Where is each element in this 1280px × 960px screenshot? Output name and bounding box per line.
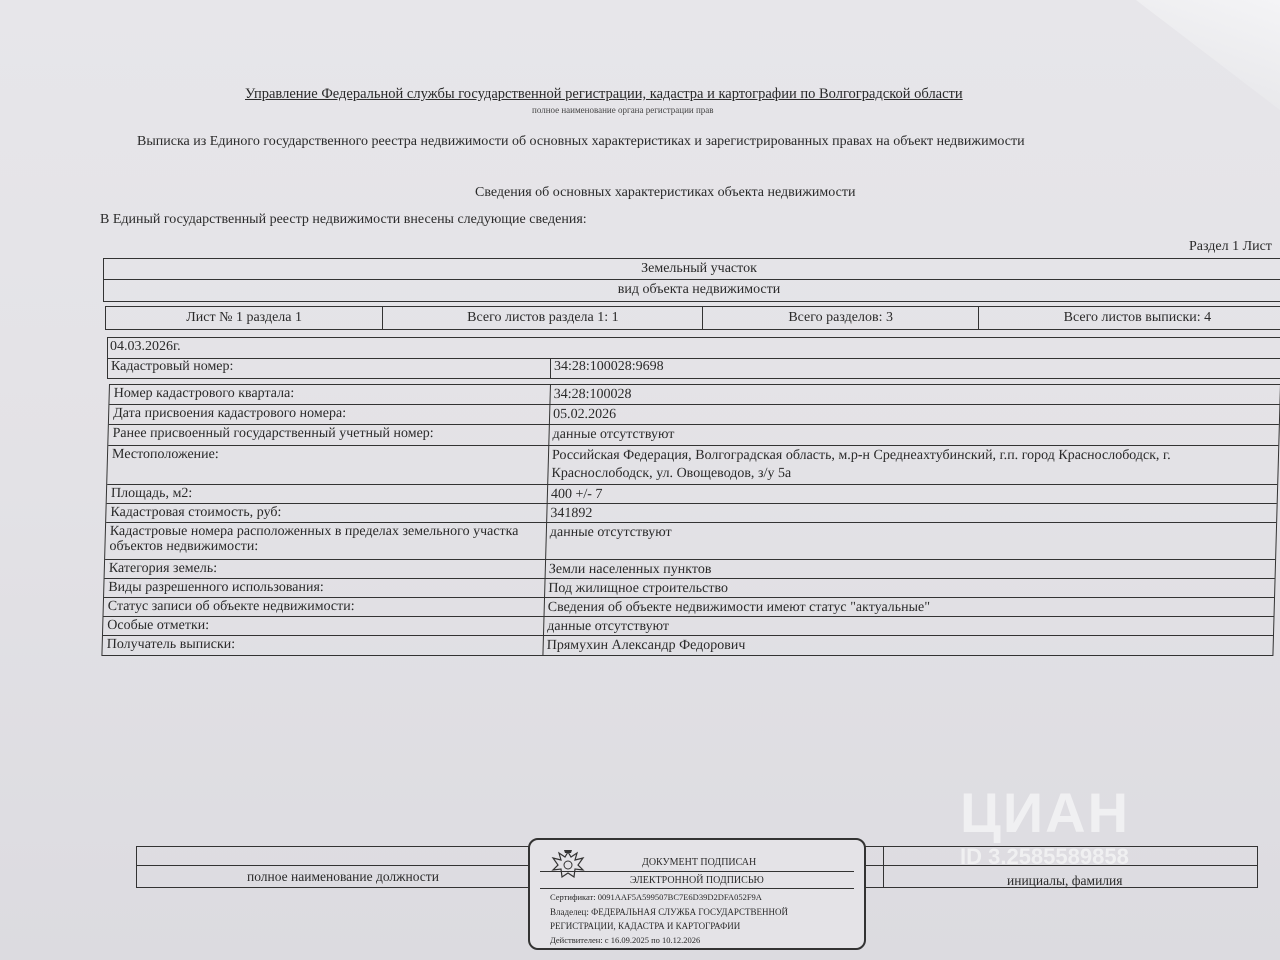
cadastral-value: 34:28:100028:9698	[554, 359, 664, 374]
date-box	[107, 337, 1280, 379]
table-row	[103, 598, 1274, 617]
row-label: Категория земель:	[108, 561, 218, 576]
stamp-signed-text: ДОКУМЕНТ ПОДПИСАН	[642, 857, 757, 868]
row-value: Прямухин Александр Федорович	[546, 638, 746, 653]
sheet-number: Лист № 1 раздела 1	[106, 307, 383, 329]
row-label: Кадастровые номера расположенных в пределах земельного участка объектов недвижимости:	[109, 524, 519, 554]
extract-date: 04.03.2026г.	[110, 339, 181, 354]
row-label: Площадь, м2:	[110, 486, 193, 501]
row-value: 05.02.2026	[552, 407, 617, 422]
stamp-signature-text: ЭЛЕКТРОННОЙ ПОДПИСЬЮ	[630, 875, 764, 886]
object-type: Земельный участок	[104, 259, 1280, 280]
table-row	[102, 636, 1273, 654]
table-row	[106, 504, 1277, 523]
table-row	[109, 405, 1280, 425]
table-row	[107, 446, 1278, 485]
table-row	[105, 523, 1276, 560]
row-label: Получатель выписки:	[106, 637, 236, 652]
sheets-row	[105, 306, 1280, 330]
row-value: данные отсутствуют	[552, 427, 675, 442]
row-label: Статус записи об объекте недвижимости:	[107, 599, 355, 614]
table-row	[108, 425, 1279, 446]
row-value: 341892	[550, 506, 593, 521]
stamp-owner-cont: РЕГИСТРАЦИИ, КАДАСТРА И КАРТОГРАФИИ	[550, 921, 741, 931]
initials-label: инициалы, фамилия	[1007, 873, 1123, 888]
row-label: Особые отметки:	[107, 618, 210, 633]
table-row	[104, 579, 1275, 598]
divider	[550, 359, 551, 379]
cadastral-row	[108, 358, 1280, 379]
row-value: Под жилищное строительство	[548, 581, 729, 596]
row-value: Российская Федерация, Волгоградская область, м.р-н Среднеахтубинский, г.п. город Краснослободск, г. Краснослободск, ул. Овощеводов, з/у 5а	[551, 448, 1171, 481]
object-type-box	[103, 258, 1280, 302]
row-label: Ранее присвоенный государственный учетный номер:	[112, 426, 434, 441]
watermark-id: ID 3.2585589858	[960, 844, 1129, 869]
row-label: Дата присвоения кадастрового номера:	[112, 406, 347, 421]
cadastral-label: Кадастровый номер:	[111, 359, 234, 374]
e-signature-stamp	[528, 838, 866, 950]
row-label: Кадастровая стоимость, руб:	[110, 505, 282, 520]
table-row	[107, 485, 1278, 504]
stamp-certificate: Сертификат: 0091AAF5A599507BC7E6D39D2DFA052F9A	[550, 892, 762, 902]
agency-caption: полное наименование органа регистрации прав	[532, 105, 714, 115]
row-value: 34:28:100028	[553, 387, 632, 402]
total-section-sheets: Всего листов раздела 1: 1	[383, 307, 703, 329]
row-value: данные отсутствуют	[547, 619, 670, 634]
stamp-validity: Действителен: с 16.09.2025 по 10.12.2026	[550, 935, 701, 945]
total-sections: Всего разделов: 3	[703, 307, 978, 329]
stamp-owner: Владелец: ФЕДЕРАЛЬНАЯ СЛУЖБА ГОСУДАРСТВЕННОЙ	[550, 907, 789, 917]
table-row	[109, 385, 1280, 405]
characteristics-table	[101, 384, 1280, 656]
watermark-brand: ЦИАН	[960, 781, 1131, 844]
info-title: Сведения об основных характеристиках объекта недвижимости	[475, 185, 856, 200]
table-row	[103, 617, 1274, 636]
row-label: Виды разрешенного использования:	[108, 580, 325, 595]
position-label: полное наименование должности	[247, 869, 439, 884]
row-label: Номер кадастрового квартала:	[113, 386, 295, 401]
section-label: Раздел 1 Лист	[1189, 239, 1272, 254]
table-row	[105, 560, 1276, 579]
intro-text: В Единый государственный реестр недвижимости внесены следующие сведения:	[100, 212, 587, 227]
object-type-caption: вид объекта недвижимости	[617, 282, 781, 297]
cian-watermark	[960, 780, 1131, 869]
total-extract-sheets: Всего листов выписки: 4	[1063, 310, 1212, 325]
coat-of-arms-icon	[550, 848, 586, 882]
row-label: Местоположение:	[111, 447, 219, 462]
row-value: Сведения об объекте недвижимости имеют статус "актуальные"	[547, 600, 931, 615]
divider	[540, 888, 854, 889]
row-value: 400 +/- 7	[550, 487, 603, 502]
row-value: данные отсутствуют	[549, 525, 672, 540]
extract-title: Выписка из Единого государственного реестра недвижимости об основных характеристиках и зарегистрированных правах на объект недвижимости	[137, 134, 1025, 149]
divider	[883, 847, 884, 887]
agency-name: Управление Федеральной службы государственной регистрации, кадастра и картографии по Волгоградской области	[245, 86, 963, 102]
divider	[540, 871, 854, 872]
row-value: Земли населенных пунктов	[548, 562, 712, 577]
